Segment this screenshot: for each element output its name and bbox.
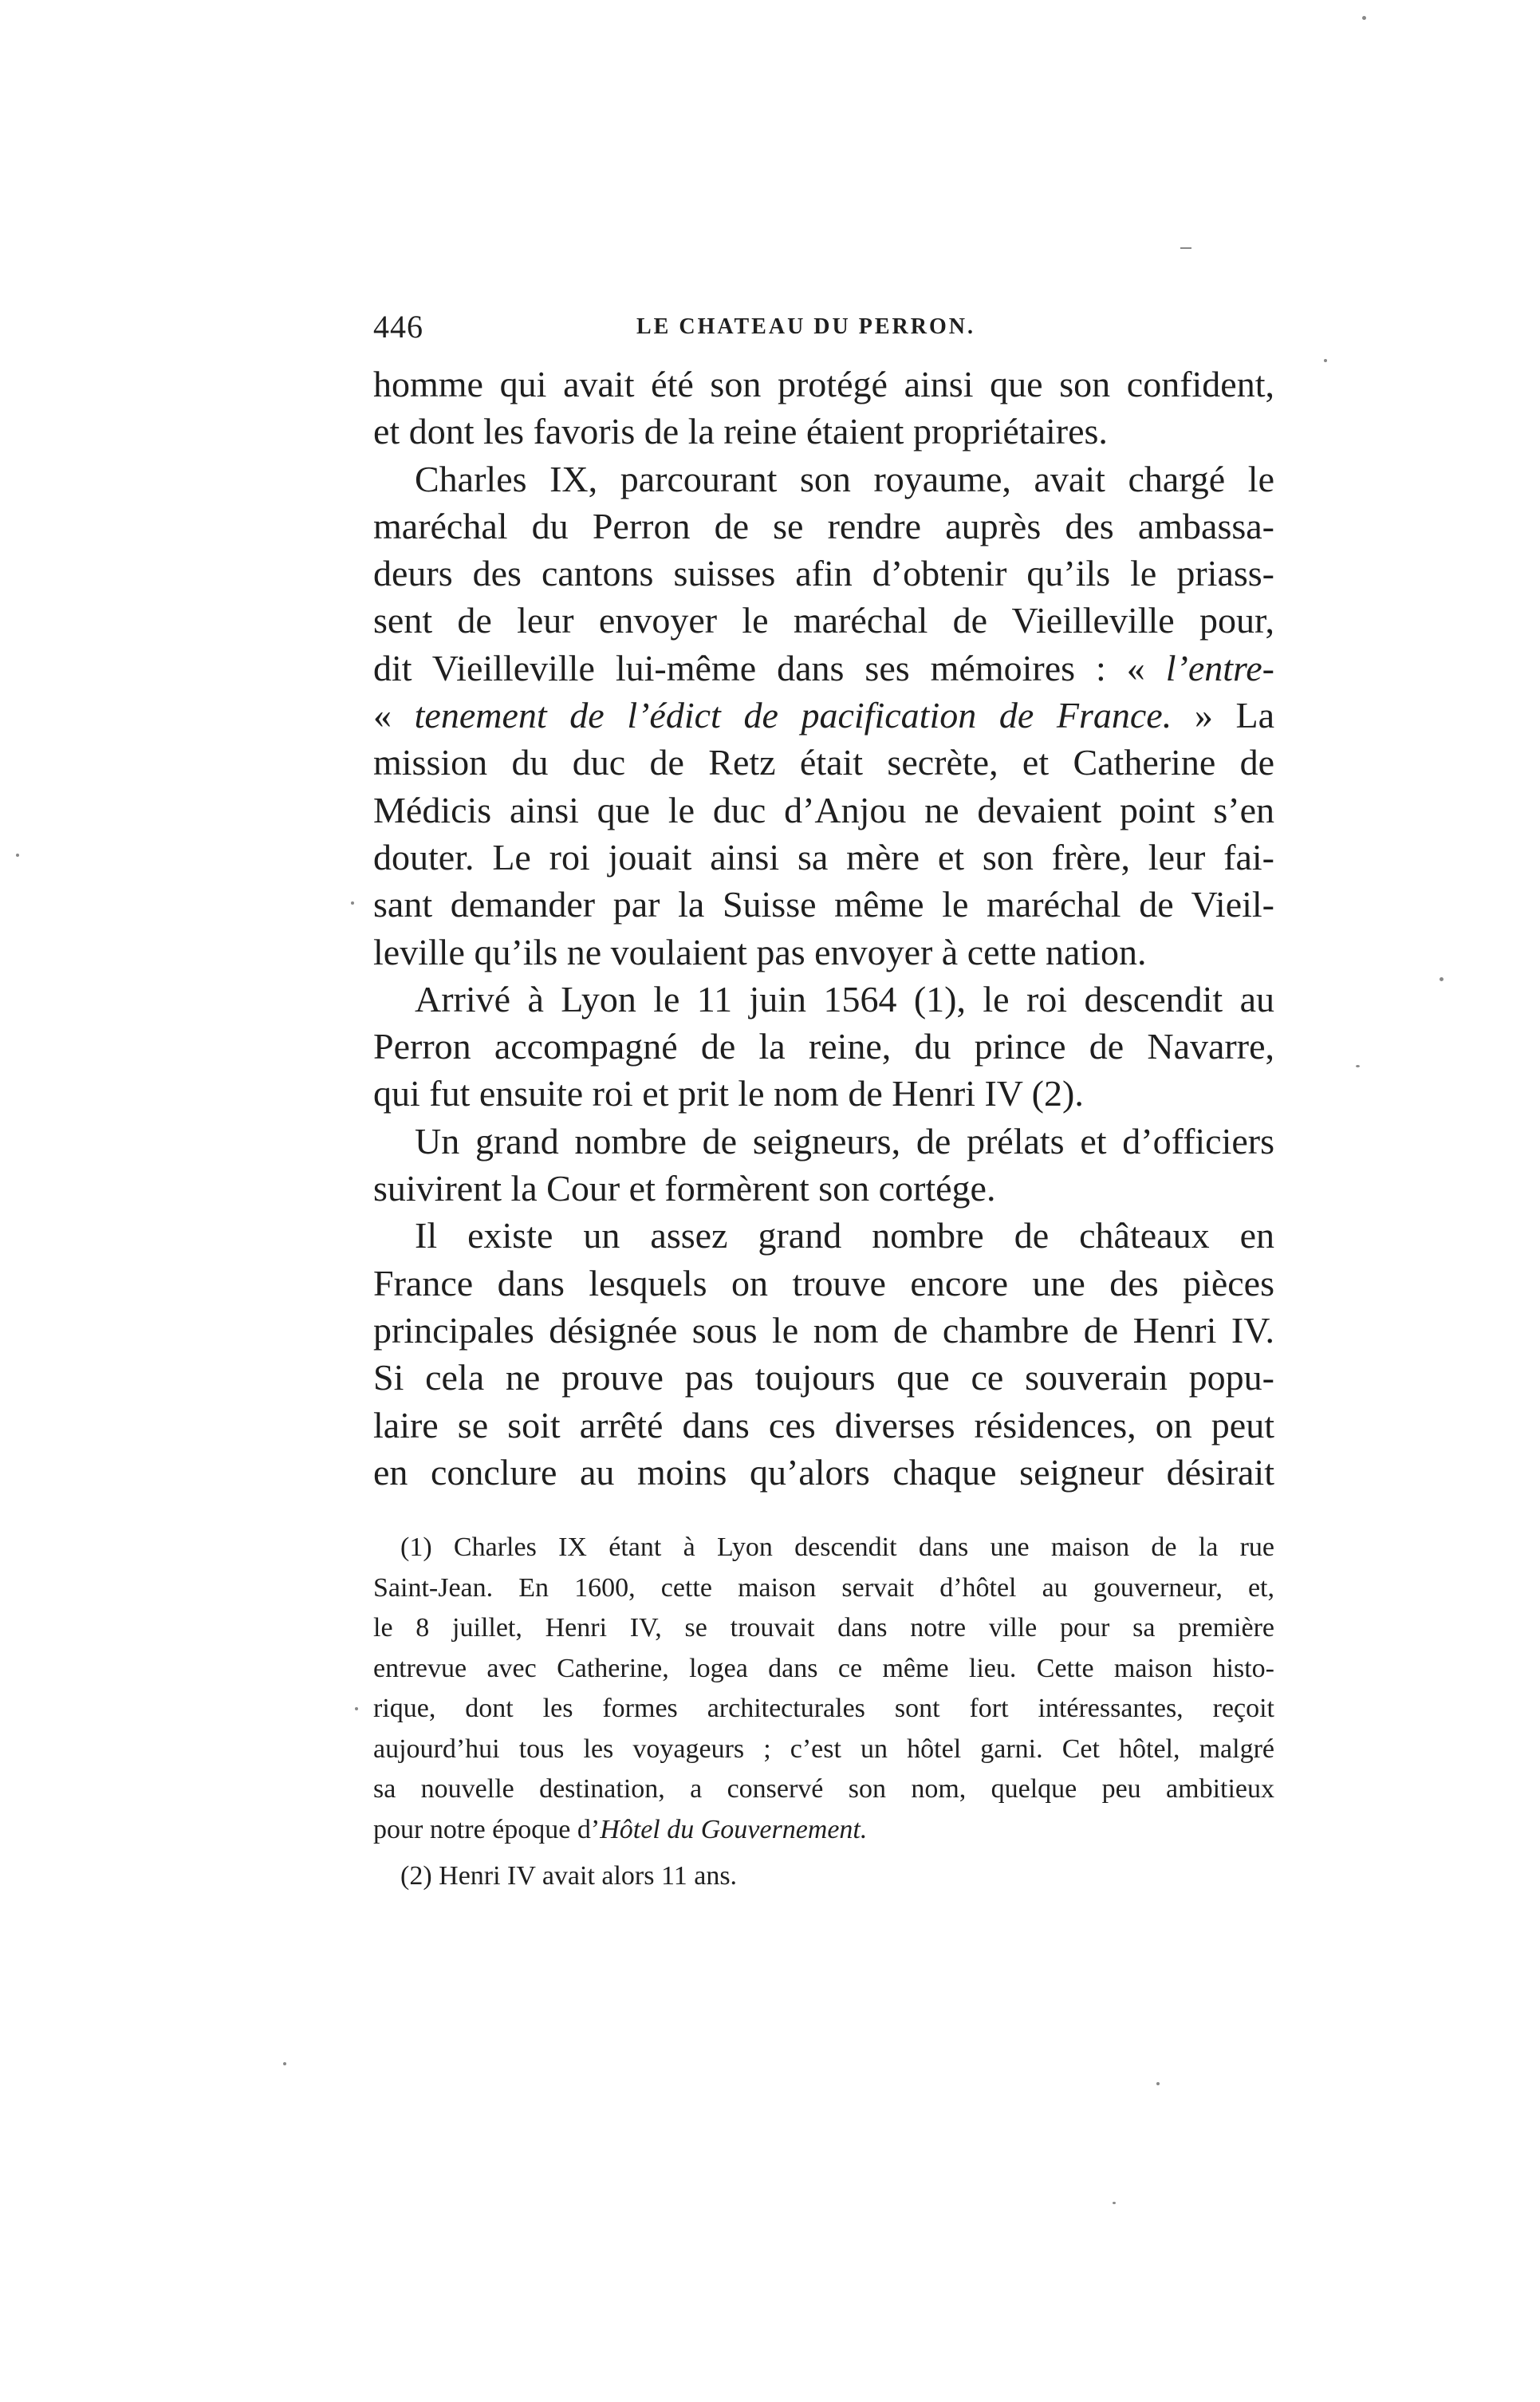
text-line: sant demander par la Suisse même le maréchal de Vieil-: [373, 884, 1274, 925]
footnote-italic: Hôtel du Gouvernement.: [600, 1814, 868, 1844]
quote-continuation-mark: «: [373, 695, 415, 736]
italic-quote-start: l’entre-: [1165, 647, 1274, 688]
text-line: et dont les favoris de la reine étaient propriétaires.: [373, 411, 1108, 452]
text-line: sent de leur envoyer le maréchal de Vieilleville pour,: [373, 600, 1274, 641]
text-line-quote: [373, 692, 1274, 739]
text-line: Il existe un assez grand nombre de châteaux en: [415, 1215, 1274, 1256]
footnote-line: aujourd’hui tous les voyageurs ; c’est un hôtel garni. Cet hôtel, malgré: [373, 1733, 1274, 1764]
footnote-line: le 8 juillet, Henri IV, se trouvait dans notre ville pour sa première: [373, 1613, 1274, 1643]
text-line: maréchal du Perron de se rendre auprès des ambassa-: [373, 505, 1274, 546]
footnote-line: Saint-Jean. En 1600, cette maison servait d’hôtel au gouverneur, et,: [373, 1572, 1274, 1603]
scan-speck: [1324, 359, 1327, 362]
scan-speck: [1113, 2202, 1116, 2204]
text-line: principales désignée sous le nom de chambre de Henri IV.: [373, 1309, 1274, 1351]
text-line: mission du duc de Retz était secrète, et Catherine de: [373, 742, 1274, 783]
footnote-text: pour notre époque d’: [373, 1814, 601, 1844]
quote-lead: dit Vieilleville lui-même dans ses mémoires : «: [373, 647, 1166, 688]
scan-speck: [355, 1707, 358, 1710]
italic-quote-end: tenement de l’édict de pacification de France.: [414, 695, 1172, 736]
text-line: laire se soit arrêté dans ces diverses résidences, on peut: [373, 1404, 1274, 1446]
scan-speck: [1180, 247, 1191, 249]
footnote-line: (1) Charles IX étant à Lyon descendit dans une maison de la rue: [400, 1532, 1274, 1562]
footnote-line: rique, dont les formes architecturales sont fort intéressantes, reçoit: [373, 1694, 1274, 1723]
text-line: Perron accompagné de la reine, du prince de Navarre,: [373, 1026, 1274, 1067]
footnotes: [373, 1528, 1274, 1897]
text-line: qui fut ensuite roi et prit le nom de Henri IV (2).: [373, 1073, 1084, 1114]
text-line: Si cela ne prouve pas toujours que ce souverain popu-: [373, 1357, 1274, 1398]
text-line: Arrivé à Lyon le 11 juin 1564 (1), le roi descendit au: [415, 978, 1274, 1020]
footnote-line: entrevue avec Catherine, logea dans ce même lieu. Cette maison histo-: [373, 1653, 1274, 1683]
main-text: [373, 361, 1274, 1496]
scan-speck: [283, 2062, 286, 2065]
footnote-line: [373, 1810, 1274, 1851]
text-line: Un grand nombre de seigneurs, de prélats et d’officiers: [415, 1120, 1274, 1162]
text-line: douter. Le roi jouait ainsi sa mère et son frère, leur fai-: [373, 836, 1274, 878]
scan-speck: [1440, 977, 1444, 981]
quote-close: » La: [1172, 695, 1274, 736]
text-line: leville qu’ils ne voulaient pas envoyer à cette nation.: [373, 931, 1147, 972]
footnote-2: (2) Henri IV avait alors 11 ans.: [400, 1861, 738, 1891]
scan-speck: [1356, 1065, 1360, 1067]
text-line: Médicis ainsi que le duc d’Anjou ne devaient point s’en: [373, 789, 1274, 830]
footnote-line: sa nouvelle destination, a conservé son nom, quelque peu ambitieux: [373, 1774, 1274, 1804]
scan-speck: [1362, 16, 1366, 20]
text-line: France dans lesquels on trouve encore une des pièces: [373, 1262, 1274, 1304]
running-title: LE CHATEAU DU PERRON.: [636, 314, 975, 339]
scan-speck: [16, 854, 19, 857]
page-header: [373, 308, 1274, 345]
text-line-quote: [373, 645, 1274, 692]
page-number: 446: [373, 309, 423, 345]
text-line: Charles IX, parcourant son royaume, avait chargé le: [415, 458, 1274, 499]
text-line: homme qui avait été son protégé ainsi que son confident,: [373, 364, 1274, 404]
text-line: en conclure au moins qu’alors chaque seigneur désirait: [373, 1451, 1274, 1493]
text-line: deurs des cantons suisses afin d’obtenir qu’ils le priass-: [373, 553, 1274, 594]
text-line: suivirent la Cour et formèrent son cortége.: [373, 1168, 996, 1209]
scan-speck: [351, 901, 354, 905]
scan-speck: [1156, 2082, 1160, 2085]
